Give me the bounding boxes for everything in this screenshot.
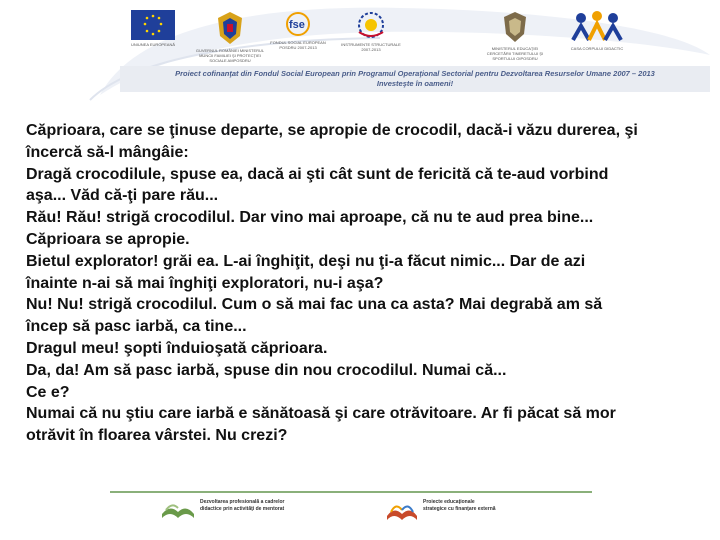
- banner-line-2: Investeşte în oameni!: [376, 79, 454, 88]
- ccd-logo: [562, 10, 632, 51]
- text-line: încercă să-l mângâie:: [26, 143, 189, 161]
- project-banner: [120, 66, 710, 92]
- romania-coat-of-arms-icon: [215, 10, 245, 46]
- text-line: Dragă crocodilule, spuse ea, dacă ai şti cât sunt de fericită că te-aud vorbind: [26, 165, 609, 183]
- text-line: Nu! Nu! strigă crocodilul. Cum o să mai fac una ca asta? Mai degrabă am să: [26, 296, 603, 314]
- logo-caption: INSTRUMENTE STRUCTURALE 2007-2013: [341, 42, 401, 52]
- text-line: Dragul meu! şopti înduioşată căprioara.: [26, 339, 328, 357]
- text-line: Bietul explorator! grăi ea. L-ai înghiţit, deşi nu ţi-a făcut nimic... Dar de azi: [26, 252, 586, 270]
- text-line: Numai că nu ştiu care iarbă e sănătoasă şi care otrăvitoare. Ar fi păcat să mor: [26, 405, 616, 423]
- story-text: [26, 120, 716, 447]
- book-colorful-logo-icon: [385, 498, 419, 522]
- text-line: Căprioara, care se ţinuse departe, se apropie de crocodil, dacă-i văzu durerea, şi: [26, 122, 638, 139]
- footer-left-line-1: Dezvoltarea profesională a cadrelor: [200, 499, 285, 505]
- footer-right-line-2: strategice cu finanţare externă: [423, 506, 496, 512]
- people-logo-icon: [567, 10, 627, 44]
- logo-caption: MINISTERUL EDUCAŢIEI CERCETĂRII TINERETULUI ŞI SPORTULUI OIPOSDRU: [486, 46, 544, 61]
- logo-caption: GUVERNUL ROMÂNIEI MINISTERUL MUNCII FAMILIEI ŞI PROTECŢIEI SOCIALE AMPOSDRU: [195, 48, 265, 63]
- footer-right-caption: [423, 499, 496, 513]
- ministry-logo: [480, 10, 550, 61]
- eu-flag-icon: [131, 10, 175, 40]
- text-line: Ce e?: [26, 383, 70, 401]
- government-logo: [195, 10, 265, 63]
- text-line: Rău! Rău! strigă crocodilul. Dar vino mai aproape, că nu te aud prea bine...: [26, 209, 594, 227]
- oipsdru-crest-icon: [501, 10, 529, 44]
- logo-caption: FONDUL SOCIAL EUROPEAN POSDRU 2007-2013: [270, 40, 326, 50]
- text-line: încep să pasc iarbă, ca tine...: [26, 318, 247, 336]
- fse-logo-icon: [278, 10, 318, 38]
- fse-logo: [263, 10, 333, 50]
- logo-caption: CASA CORPULUI DIDACTIC: [570, 46, 624, 51]
- book-logo-icon: [160, 498, 196, 520]
- text-line: otrăvit în floarea vârstei. Nu crezi?: [26, 427, 288, 445]
- banner-line-1: Proiect cofinanţat din Fondul Social European prin Programul Operaţional Sectorial pentru Dezvoltarea Resurselor Umane 2007 – 2013: [175, 69, 655, 78]
- footer-left-caption: [200, 499, 284, 513]
- text-line: aşa... Văd că-ţi pare rău...: [26, 187, 219, 205]
- footer-divider: [110, 491, 592, 493]
- eu-logo: [118, 10, 188, 47]
- svg-text:fse: fse: [289, 19, 305, 31]
- instrumente-structurale-logo: [336, 10, 406, 52]
- text-line: înainte n-ai să mai înghiţi exploratori, nu-i aşa?: [26, 274, 384, 292]
- footer-left-line-2: didactice prin activităţi de mentorat: [200, 506, 285, 512]
- text-line: Căprioara se apropie.: [26, 230, 190, 248]
- text-line: Da, da! Am să pasc iarbă, spuse din nou crocodilul. Numai că...: [26, 361, 507, 379]
- footer-right-line-1: Proiecte educaţionale: [423, 499, 475, 505]
- logo-caption: UNIUNEA EUROPEANĂ: [130, 42, 175, 47]
- instrumente-structurale-icon: [350, 10, 392, 40]
